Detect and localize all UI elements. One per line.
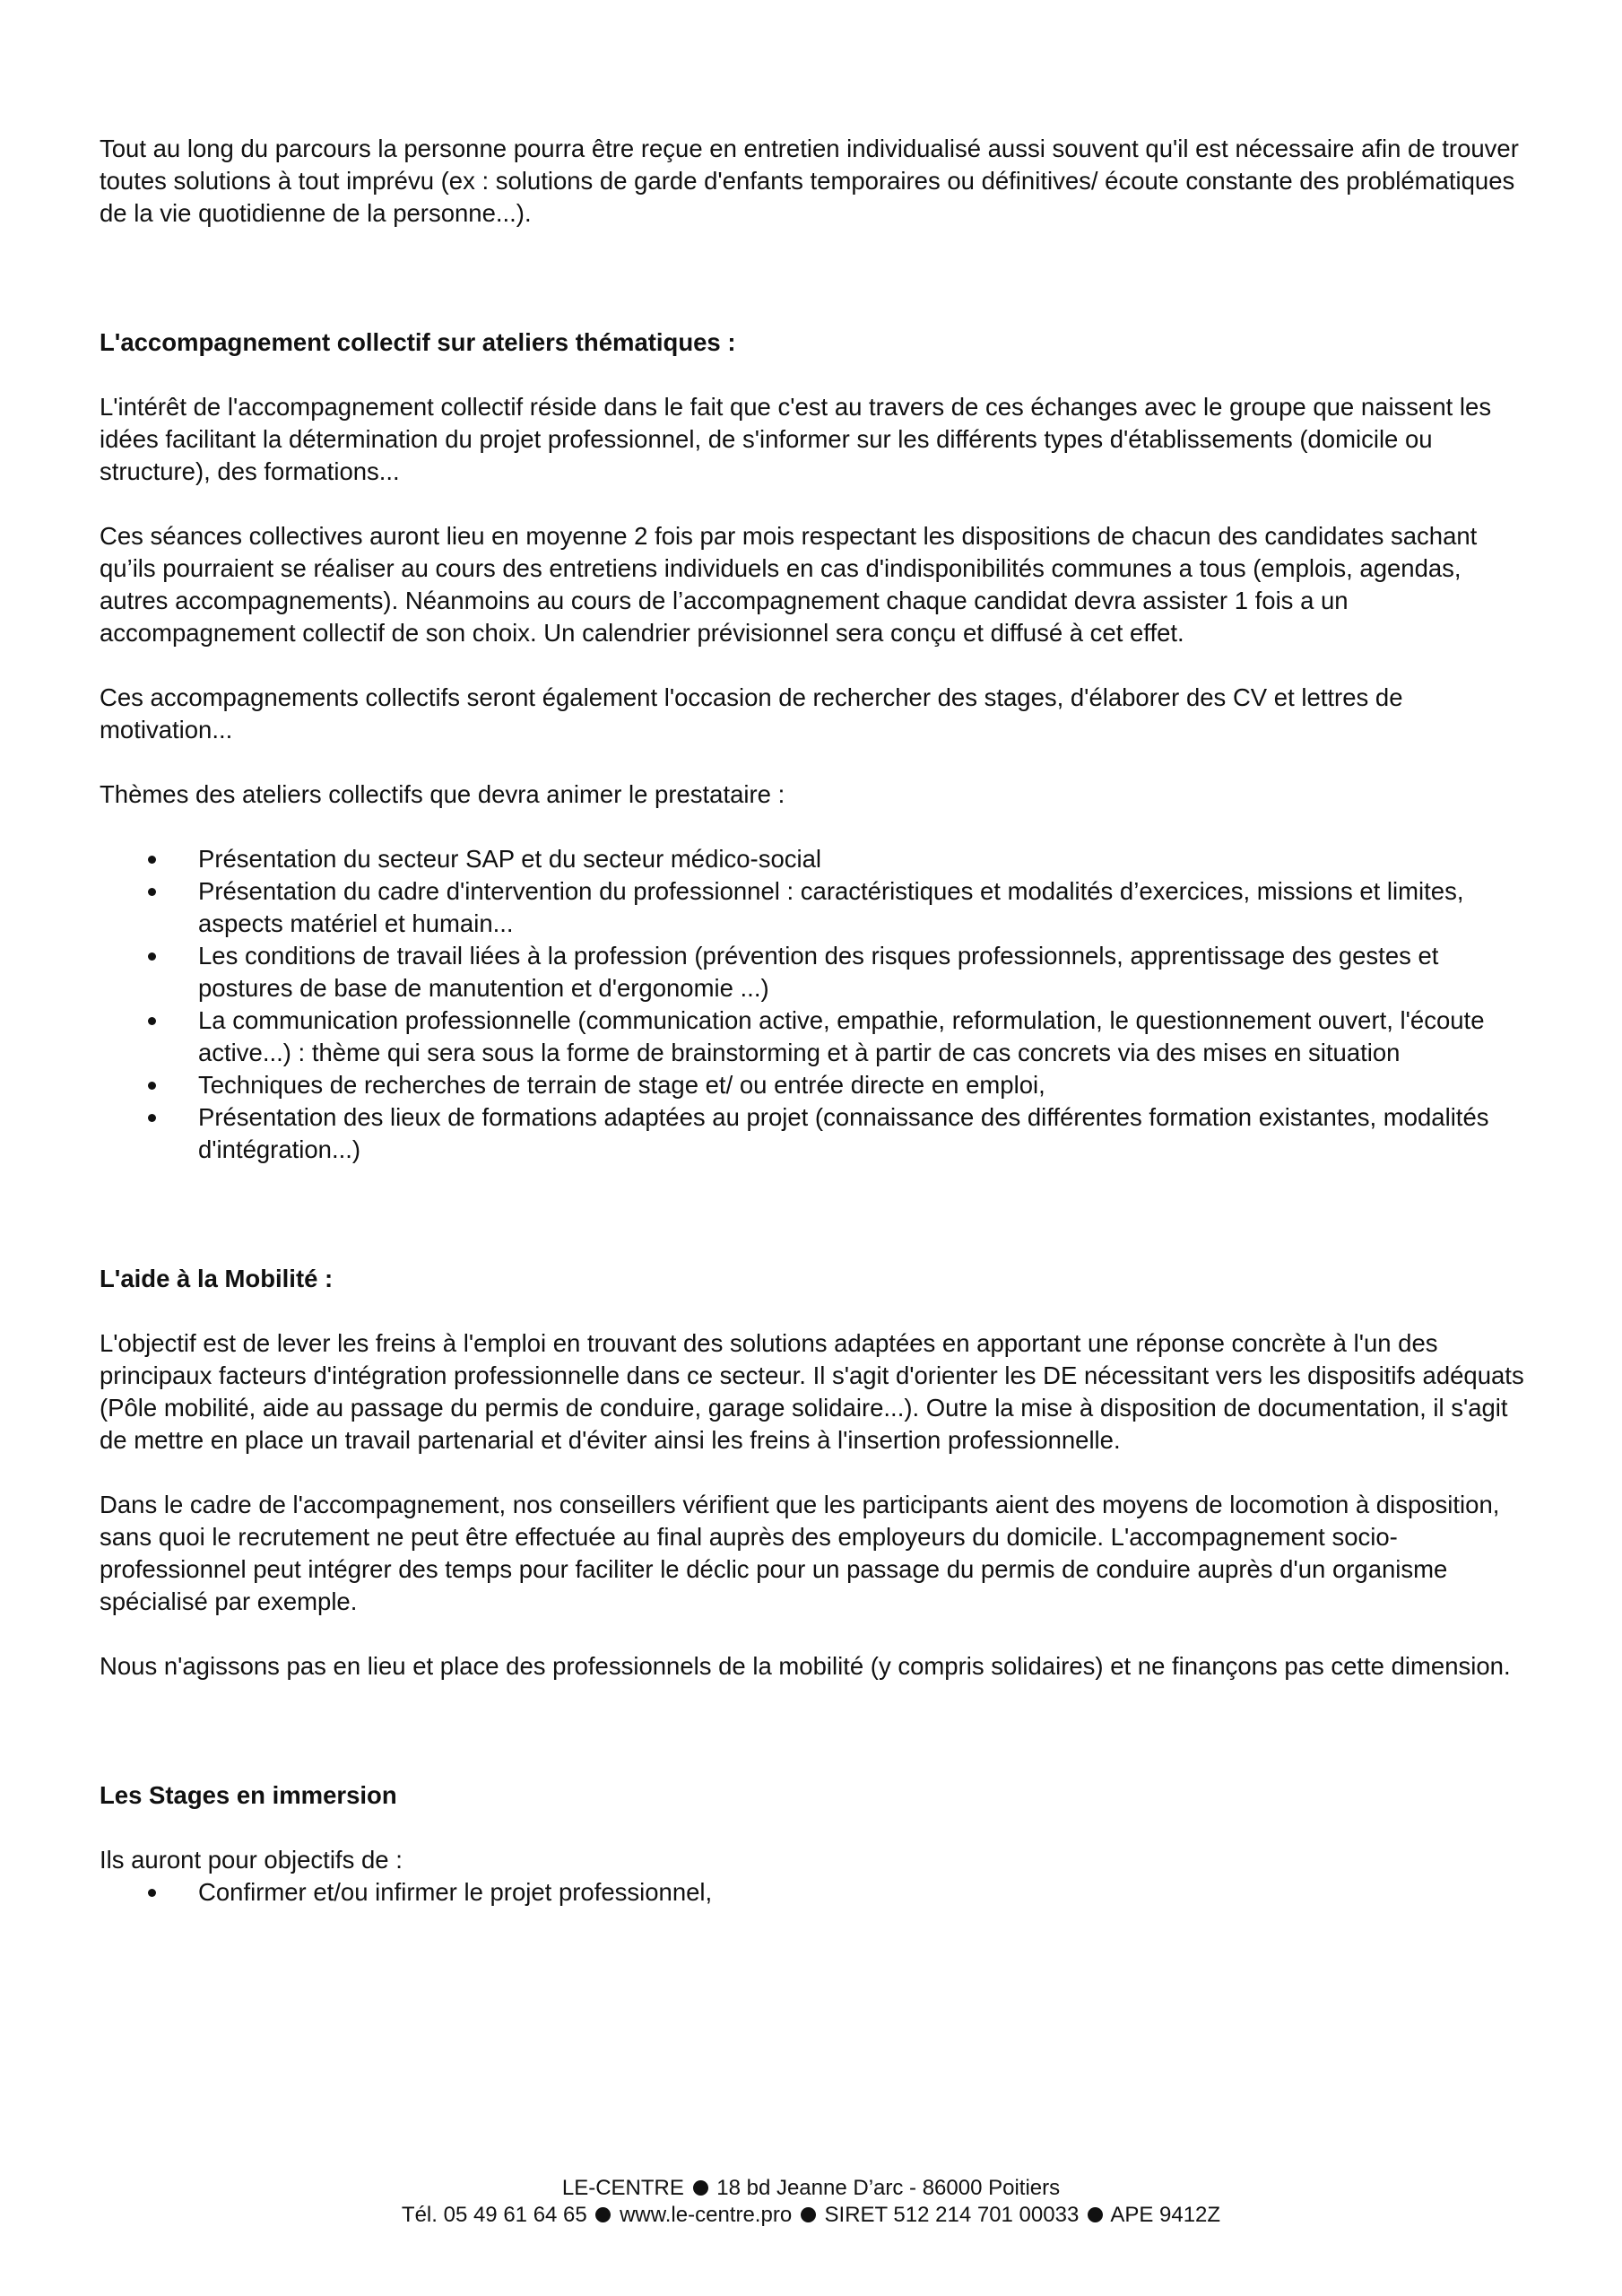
list-item [100,1069,1534,1101]
list-item-text: Les conditions de travail liées à la profession (prévention des risques professionnels, apprentissage des gestes et postures de base de manutention et d'ergonomie ...) [198,942,1439,1002]
list-item-text: Confirmer et/ou infirmer le projet professionnel, [198,1878,713,1906]
list-item-text: Présentation du cadre d'intervention du professionnel : caractéristiques et modalités d’exercices, missions et limites, aspects matériel et humain... [198,877,1464,937]
collectif-themes-intro: Thèmes des ateliers collectifs que devra animer le prestataire : [100,780,785,808]
bullet-icon [148,1082,156,1090]
list-item [100,875,1534,940]
list-item-text: Présentation du secteur SAP et du secteur médico-social [198,845,822,873]
footer-line-2 [0,2202,1622,2229]
list-item [100,843,1534,875]
separator-dot-icon [801,2207,816,2222]
collectif-paragraph-2: Ces séances collectives auront lieu en moyenne 2 fois par mois respectant les dispositions de chacun des candidates sachant qu’ils pourraient se réaliser au cours des entretiens individuels en cas d'indisponibilités communes a tous (emplois, agendas, autres accompagnements). Néanmoins au cours de l’accompagnement chaque candidat devra assister 1 fois a un accompagnement collectif de son choix. Un calendrier prévisionnel sera conçu et diffusé à cet effet. [100,522,1478,647]
separator-dot-icon [693,2180,708,2196]
document-page [100,133,1534,1909]
footer-org: LE-CENTRE [561,2176,684,2200]
footer-line-1 [0,2175,1622,2202]
mobilite-paragraph-2: Dans le cadre de l'accompagnement, nos conseillers vérifient que les participants aient des moyens de locomotion à disposition, sans quoi le recrutement ne peut être effectuée au final auprès des employeurs du domicile. L'accompagnement socio-professionnel peut intégrer des temps pour faciliter le déclic pour un passage du permis de conduire auprès d'un organisme spécialisé par exemple. [100,1491,1500,1615]
section-heading-collectif: L'accompagnement collectif sur ateliers thématiques : [100,328,736,356]
list-item-text: La communication professionnelle (communication active, empathie, reformulation, le questionnement ouvert, l'écoute active...) : thème qui sera sous la forme de brainstorming et à partir de cas concrets via des mises en situation [198,1006,1485,1066]
footer-phone: Tél. 05 49 61 64 65 [401,2203,587,2227]
separator-dot-icon [1088,2207,1103,2222]
themes-list [100,843,1534,1166]
list-item-text: Présentation des lieux de formations adaptées au projet (connaissance des différentes formation existantes, modalités d'intégration...) [198,1103,1489,1163]
list-item [100,1101,1534,1166]
separator-dot-icon [595,2207,611,2222]
mobilite-paragraph-1: L'objectif est de lever les freins à l'emploi en trouvant des solutions adaptées en apportant une réponse concrète à l'un des principaux facteurs d'intégration professionnelle dans ce secteur. Il s'agit d'orienter les DE nécessitant vers les dispositifs adéquats (Pôle mobilité, aide au passage du permis de conduire, garage solidaire...). Outre la mise à disposition de documentation, il s'agit de mettre en place un travail partenarial et d'éviter ainsi les freins à l'insertion professionnelle. [100,1329,1524,1454]
footer-website-link[interactable]: www.le-centre.pro [620,2203,793,2227]
mobilite-paragraph-3: Nous n'agissons pas en lieu et place des professionnels de la mobilité (y compris solidaires) et ne finançons pas cette dimension. [100,1652,1511,1680]
list-item [100,940,1534,1004]
section-heading-mobilite: L'aide à la Mobilité : [100,1265,334,1292]
intro-paragraph: Tout au long du parcours la personne pourra être reçue en entretien individualisé aussi souvent qu'il est nécessaire afin de trouver toutes solutions à tout imprévu (ex : solutions de garde d'enfants temporaires ou définitives/ écoute constante des problématiques de la vie quotidienne de la personne...). [100,135,1519,227]
bullet-icon [148,1889,156,1897]
list-item [100,1004,1534,1069]
footer-ape: APE 9412Z [1110,2203,1221,2227]
bullet-icon [148,1114,156,1122]
footer-siret: SIRET 512 214 701 00033 [824,2203,1080,2227]
collectif-paragraph-3: Ces accompagnements collectifs seront également l'occasion de rechercher des stages, d'élaborer des CV et lettres de motivation... [100,683,1403,744]
footer-address: 18 bd Jeanne D’arc - 86000 Poitiers [716,2176,1061,2200]
section-heading-stages: Les Stages en immersion [100,1781,397,1809]
bullet-icon [148,1017,156,1025]
list-item-text: Techniques de recherches de terrain de stage et/ ou entrée directe en emploi, [198,1071,1045,1099]
collectif-paragraph-1: L'intérêt de l'accompagnement collectif réside dans le fait que c'est au travers de ces échanges avec le groupe que naissent les idées facilitant la détermination du projet professionnel, de s'informer sur les différents types d'établissements (domicile ou structure), des formations... [100,393,1492,485]
stages-intro: Ils auront pour objectifs de : [100,1846,403,1874]
bullet-icon [148,952,156,961]
bullet-icon [148,888,156,896]
stages-list [100,1876,1534,1909]
list-item [100,1876,1534,1909]
bullet-icon [148,856,156,864]
